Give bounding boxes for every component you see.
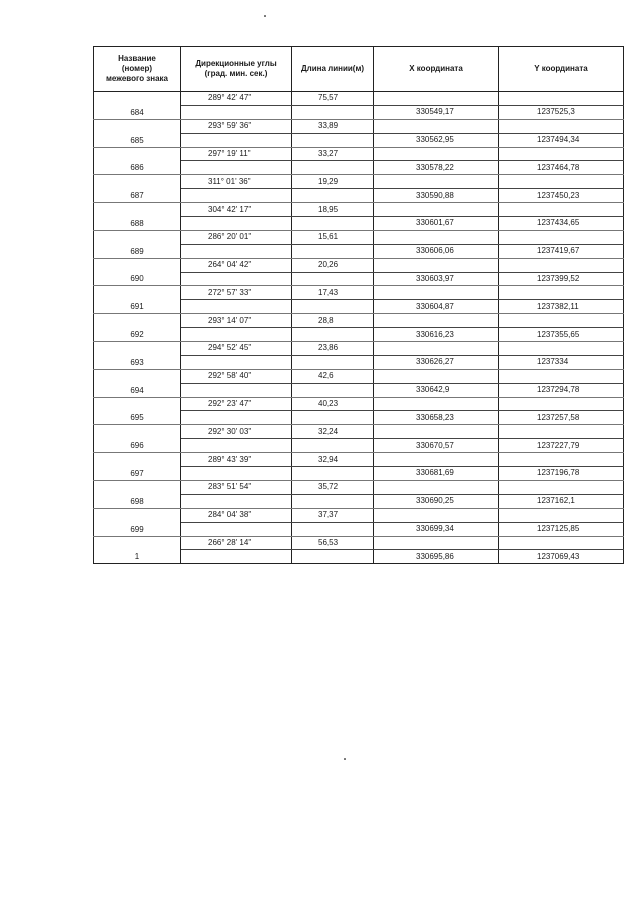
length-cell: 33,89 (292, 119, 374, 133)
point-row (94, 217, 624, 231)
y-coordinate-cell (499, 397, 624, 411)
angle-cell: 289° 42' 47" (181, 92, 292, 106)
point-name-cell (94, 314, 181, 328)
x-coordinate-cell: 330578,22 (374, 161, 499, 175)
y-coordinate-cell: 1237450,23 (499, 189, 624, 203)
point-row (94, 133, 624, 147)
angle-cell: 293° 59' 36" (181, 119, 292, 133)
angle-cell (181, 439, 292, 453)
angle-cell (181, 383, 292, 397)
point-name-cell (94, 397, 181, 411)
header-x: X координата (374, 47, 499, 92)
y-coordinate-cell: 1237162,1 (499, 494, 624, 508)
point-row (94, 105, 624, 119)
length-cell (292, 272, 374, 286)
segment-row (94, 230, 624, 244)
segment-row (94, 258, 624, 272)
x-coordinate-cell (374, 508, 499, 522)
x-coordinate-cell (374, 175, 499, 189)
point-name-cell: 687 (94, 189, 181, 203)
point-row (94, 189, 624, 203)
length-cell: 19,29 (292, 175, 374, 189)
x-coordinate-cell: 330562,95 (374, 133, 499, 147)
y-coordinate-cell: 1237294,78 (499, 383, 624, 397)
segment-row (94, 342, 624, 356)
angle-cell (181, 494, 292, 508)
point-name-cell (94, 536, 181, 550)
point-row (94, 383, 624, 397)
x-coordinate-cell (374, 119, 499, 133)
header-angles: Дирекционные углы (град. мин. сек.) (181, 47, 292, 92)
y-coordinate-cell (499, 175, 624, 189)
x-coordinate-cell (374, 230, 499, 244)
segment-row (94, 175, 624, 189)
point-row (94, 300, 624, 314)
y-coordinate-cell (499, 203, 624, 217)
x-coordinate-cell (374, 536, 499, 550)
x-coordinate-cell (374, 342, 499, 356)
coordinates-table (93, 46, 624, 564)
angle-cell: 284° 04' 38" (181, 508, 292, 522)
y-coordinate-cell: 1237334 (499, 355, 624, 369)
x-coordinate-cell: 330658,23 (374, 411, 499, 425)
angle-cell (181, 244, 292, 258)
x-coordinate-cell (374, 480, 499, 494)
angle-cell: 286° 20' 01" (181, 230, 292, 244)
y-coordinate-cell (499, 425, 624, 439)
angle-cell (181, 328, 292, 342)
x-coordinate-cell (374, 92, 499, 106)
length-cell: 75,57 (292, 92, 374, 106)
length-cell: 17,43 (292, 286, 374, 300)
angle-cell (181, 467, 292, 481)
point-name-cell: 693 (94, 355, 181, 369)
y-coordinate-cell: 1237125,85 (499, 522, 624, 536)
y-coordinate-cell (499, 314, 624, 328)
length-cell (292, 411, 374, 425)
point-name-cell: 692 (94, 328, 181, 342)
point-row (94, 522, 624, 536)
angle-cell: 292° 58' 40" (181, 369, 292, 383)
length-cell: 40,23 (292, 397, 374, 411)
x-coordinate-cell: 330604,87 (374, 300, 499, 314)
length-cell: 33,27 (292, 147, 374, 161)
point-name-cell (94, 286, 181, 300)
y-coordinate-cell: 1237399,52 (499, 272, 624, 286)
point-name-cell (94, 230, 181, 244)
length-cell (292, 105, 374, 119)
segment-row (94, 203, 624, 217)
segment-row (94, 92, 624, 106)
x-coordinate-cell (374, 258, 499, 272)
y-coordinate-cell: 1237227,79 (499, 439, 624, 453)
header-length: Длина линии(м) (292, 47, 374, 92)
length-cell: 20,26 (292, 258, 374, 272)
point-name-cell: 1 (94, 550, 181, 564)
angle-cell (181, 161, 292, 175)
segment-row (94, 453, 624, 467)
point-row (94, 244, 624, 258)
x-coordinate-cell (374, 203, 499, 217)
angle-cell: 294° 52' 45" (181, 342, 292, 356)
angle-cell (181, 550, 292, 564)
segment-row (94, 147, 624, 161)
angle-cell: 272° 57' 33" (181, 286, 292, 300)
point-row (94, 467, 624, 481)
y-coordinate-cell (499, 92, 624, 106)
x-coordinate-cell: 330590,88 (374, 189, 499, 203)
y-coordinate-cell (499, 342, 624, 356)
header-y: Y координата (499, 47, 624, 92)
point-name-cell: 699 (94, 522, 181, 536)
y-coordinate-cell: 1237382,11 (499, 300, 624, 314)
x-coordinate-cell (374, 369, 499, 383)
length-cell (292, 133, 374, 147)
point-name-cell: 690 (94, 272, 181, 286)
angle-cell (181, 217, 292, 231)
y-coordinate-cell (499, 230, 624, 244)
angle-cell: 292° 23' 47" (181, 397, 292, 411)
x-coordinate-cell: 330601,67 (374, 217, 499, 231)
y-coordinate-cell (499, 119, 624, 133)
length-cell (292, 550, 374, 564)
length-cell (292, 467, 374, 481)
table-header-row (94, 47, 624, 92)
segment-row (94, 397, 624, 411)
angle-cell: 264° 04' 42" (181, 258, 292, 272)
point-name-cell (94, 92, 181, 106)
x-coordinate-cell (374, 314, 499, 328)
segment-row (94, 369, 624, 383)
point-name-cell: 698 (94, 494, 181, 508)
angle-cell (181, 133, 292, 147)
length-cell: 18,95 (292, 203, 374, 217)
angle-cell: 266° 28' 14" (181, 536, 292, 550)
angle-cell: 292° 30' 03" (181, 425, 292, 439)
point-name-cell: 694 (94, 383, 181, 397)
y-coordinate-cell: 1237196,78 (499, 467, 624, 481)
point-name-cell (94, 147, 181, 161)
y-coordinate-cell (499, 258, 624, 272)
segment-row (94, 286, 624, 300)
angle-cell: 304° 42' 17" (181, 203, 292, 217)
length-cell: 42,6 (292, 369, 374, 383)
header-name: Название (номер) межевого знака (94, 47, 181, 92)
x-coordinate-cell: 330695,86 (374, 550, 499, 564)
x-coordinate-cell: 330690,25 (374, 494, 499, 508)
point-name-cell (94, 480, 181, 494)
length-cell (292, 494, 374, 508)
x-coordinate-cell (374, 425, 499, 439)
point-name-cell (94, 425, 181, 439)
angle-cell: 311° 01' 36" (181, 175, 292, 189)
point-row (94, 494, 624, 508)
x-coordinate-cell (374, 453, 499, 467)
y-coordinate-cell (499, 536, 624, 550)
y-coordinate-cell (499, 480, 624, 494)
y-coordinate-cell (499, 286, 624, 300)
x-coordinate-cell: 330626,27 (374, 355, 499, 369)
angle-cell (181, 355, 292, 369)
y-coordinate-cell: 1237525,3 (499, 105, 624, 119)
x-coordinate-cell: 330642,9 (374, 383, 499, 397)
x-coordinate-cell (374, 286, 499, 300)
y-coordinate-cell: 1237434,65 (499, 217, 624, 231)
x-coordinate-cell: 330549,17 (374, 105, 499, 119)
x-coordinate-cell: 330603,97 (374, 272, 499, 286)
length-cell: 56,53 (292, 536, 374, 550)
angle-cell: 293° 14' 07" (181, 314, 292, 328)
y-coordinate-cell (499, 453, 624, 467)
length-cell (292, 300, 374, 314)
point-name-cell (94, 342, 181, 356)
point-name-cell (94, 258, 181, 272)
point-name-cell: 684 (94, 105, 181, 119)
point-name-cell: 686 (94, 161, 181, 175)
segment-row (94, 480, 624, 494)
length-cell (292, 161, 374, 175)
y-coordinate-cell (499, 369, 624, 383)
x-coordinate-cell: 330670,57 (374, 439, 499, 453)
length-cell (292, 189, 374, 203)
point-row (94, 161, 624, 175)
length-cell (292, 328, 374, 342)
x-coordinate-cell: 330699,34 (374, 522, 499, 536)
y-coordinate-cell: 1237419,67 (499, 244, 624, 258)
y-coordinate-cell (499, 147, 624, 161)
point-name-cell: 688 (94, 217, 181, 231)
point-name-cell (94, 203, 181, 217)
length-cell (292, 355, 374, 369)
angle-cell (181, 105, 292, 119)
angle-cell: 297° 19' 11" (181, 147, 292, 161)
length-cell: 35,72 (292, 480, 374, 494)
point-name-cell: 685 (94, 133, 181, 147)
table-body (94, 92, 624, 564)
x-coordinate-cell: 330681,69 (374, 467, 499, 481)
segment-row (94, 508, 624, 522)
point-name-cell (94, 119, 181, 133)
point-name-cell: 697 (94, 467, 181, 481)
point-name-cell (94, 508, 181, 522)
point-name-cell (94, 453, 181, 467)
point-row (94, 550, 624, 564)
length-cell: 32,24 (292, 425, 374, 439)
point-row (94, 439, 624, 453)
angle-cell (181, 189, 292, 203)
x-coordinate-cell (374, 397, 499, 411)
angle-cell (181, 522, 292, 536)
angle-cell (181, 411, 292, 425)
segment-row (94, 536, 624, 550)
point-name-cell: 689 (94, 244, 181, 258)
y-coordinate-cell: 1237257,58 (499, 411, 624, 425)
point-name-cell: 691 (94, 300, 181, 314)
segment-row (94, 119, 624, 133)
point-name-cell (94, 175, 181, 189)
point-row (94, 328, 624, 342)
angle-cell (181, 272, 292, 286)
angle-cell: 289° 43' 39" (181, 453, 292, 467)
length-cell: 37,37 (292, 508, 374, 522)
length-cell (292, 439, 374, 453)
y-coordinate-cell: 1237069,43 (499, 550, 624, 564)
length-cell (292, 244, 374, 258)
y-coordinate-cell (499, 508, 624, 522)
segment-row (94, 425, 624, 439)
point-name-cell: 696 (94, 439, 181, 453)
length-cell (292, 383, 374, 397)
point-row (94, 411, 624, 425)
length-cell: 28,8 (292, 314, 374, 328)
y-coordinate-cell: 1237464,78 (499, 161, 624, 175)
length-cell: 32,94 (292, 453, 374, 467)
y-coordinate-cell: 1237355,65 (499, 328, 624, 342)
y-coordinate-cell: 1237494,34 (499, 133, 624, 147)
length-cell (292, 522, 374, 536)
length-cell (292, 217, 374, 231)
length-cell: 15,61 (292, 230, 374, 244)
point-row (94, 272, 624, 286)
point-name-cell: 695 (94, 411, 181, 425)
length-cell: 23,86 (292, 342, 374, 356)
angle-cell: 283° 51' 54" (181, 480, 292, 494)
x-coordinate-cell (374, 147, 499, 161)
point-row (94, 355, 624, 369)
segment-row (94, 314, 624, 328)
point-name-cell (94, 369, 181, 383)
angle-cell (181, 300, 292, 314)
x-coordinate-cell: 330616,23 (374, 328, 499, 342)
x-coordinate-cell: 330606,06 (374, 244, 499, 258)
